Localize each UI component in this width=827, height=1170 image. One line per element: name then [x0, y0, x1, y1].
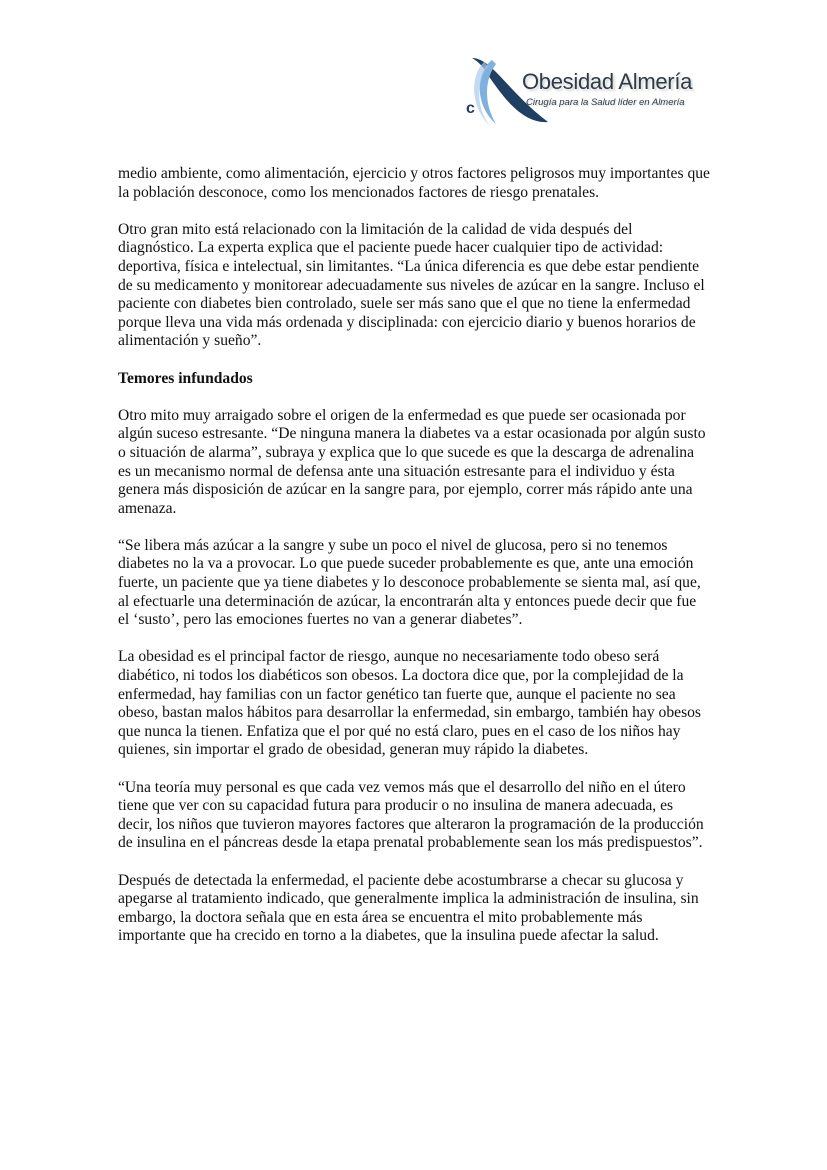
paragraph-5: La obesidad es el principal factor de riesgo, aunque no necesariamente todo obeso será diabético, ni todos los diabéticos son obesos. La doctora dice que, por la complejidad de la enfermedad, hay familias con un factor genético tan fuerte que, aunque el paciente no sea obeso, bastan malos hábitos para desarrollar la enfermedad, sin embargo, también hay obesos que nunca la tienen. Enfatiza que el por qué no está claro, pues en el caso de los niños hay quienes, sin importar el grado de obesidad, generan muy rápido la diabetes.	[118, 648, 701, 759]
paragraph-2: Otro gran mito está relacionado con la limitación de la calidad de vida después del diagnóstico. La experta explica que el paciente puede hacer cualquier tipo de actividad: deportiva, física e intelectual, sin limitantes. “La única diferencia es que debe estar pendiente de su medicamento y monitorear adecuadamente sus niveles de azúcar en la sangre. Incluso el paciente con diabetes bien controlado, suele ser más sano que el que no tiene la enfermedad porque lleva una vida más ordenada y disciplinada: con ejercicio diario y buenos horarios de alimentación y sueño”.	[118, 220, 705, 350]
document-body	[118, 165, 710, 965]
paragraph-4: “Se libera más azúcar a la sangre y sube un poco el nivel de glucosa, pero si no tenemos diabetes no la va a provocar. Lo que puede suceder probablemente es que, ante una emoción fuerte, un paciente que ya tiene diabetes y lo desconoce probablemente se sienta mal, así que, al efectuarle una determinación de azúcar, la encontrarán alta y entonces puede decir que fue el ‘susto’, pero las emociones fuertes no van a generar diabetes”.	[118, 536, 701, 629]
logo-subtitle: Cirugía para la Salud líder en Almería	[526, 97, 685, 108]
paragraph-1: medio ambiente, como alimentación, ejercicio y otros factores peligrosos muy importantes que la población desconoce, como los mencionados factores de riesgo prenatales.	[118, 165, 710, 201]
logo-title: Obesidad Almería	[522, 69, 693, 94]
header-logo	[462, 52, 712, 142]
section-heading: Temores infundados	[118, 369, 253, 387]
paragraph-3: Otro mito muy arraigado sobre el origen de la enfermedad es que puede ser ocasionada por algún suceso estresante. “De ninguna manera la diabetes va a estar ocasionada por algún susto o situación de alarma”, subraya y explica que lo que sucede es que la descarga de adrenalina es un mecanismo normal de defensa ante una situación estresante para el individuo y ésta genera más disposición de azúcar en la sangre para, por ejemplo, correr más rápido ante una amenaza.	[118, 406, 706, 517]
paragraph-6: “Una teoría muy personal es que cada vez vemos más que el desarrollo del niño en el útero tiene que ver con su capacidad futura para producir o no insulina de manera adecuada, es decir, los niños que tuvieron mayores factores que alteraron la programación de la producción de insulina en el páncreas desde la etapa prenatal probablemente sean los más predispuestos”.	[118, 778, 704, 852]
paragraph-7: Después de detectada la enfermedad, el paciente debe acostumbrarse a checar su glucosa y apegarse al tratamiento indicado, que generalmente implica la administración de insulina, sin embargo, la doctora señala que en esta área se encuentra el mito probablemente más importante que ha crecido en torno a la diabetes, que la insulina puede afectar la salud.	[118, 871, 699, 945]
logo-letter: c	[466, 100, 475, 117]
